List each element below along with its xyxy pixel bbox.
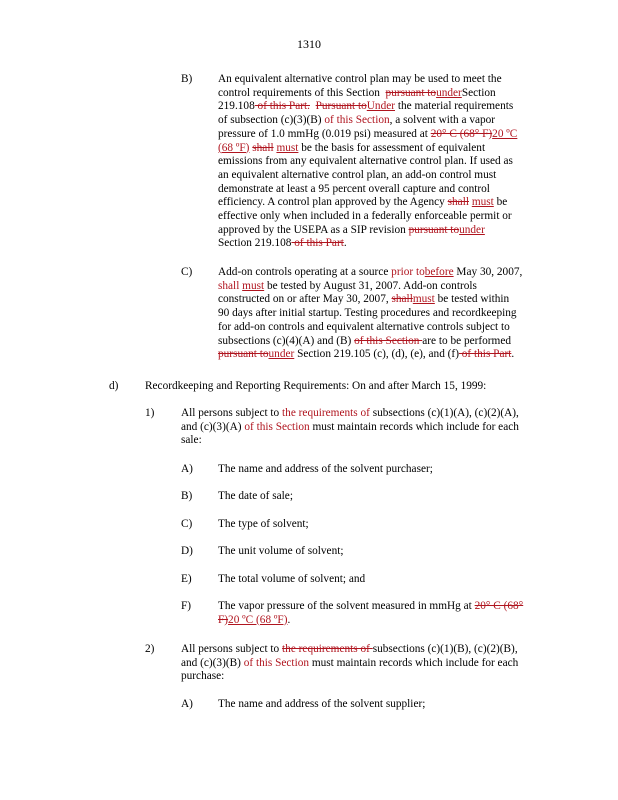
line: pressure of 1.0 mmHg (0.019 psi) measured at 20° C (68° F)20 ºC: [218, 127, 518, 140]
line: Add-on controls operating at a source prior tobefore May 30, 2007,: [218, 266, 523, 278]
item-c-label: C): [181, 266, 193, 278]
subitem-label: A): [181, 698, 193, 710]
insertion: Under: [366, 100, 395, 113]
line: sale:: [181, 434, 202, 447]
subitem-label: D): [181, 545, 193, 557]
item-1-label: 1): [145, 407, 155, 419]
deletion: 20° C (68°: [474, 600, 524, 612]
insertion: under: [436, 86, 462, 99]
line: of subsection (c)(3)(B) of this Section, a solvent with a vapor: [218, 114, 496, 127]
insertion: of this Section: [244, 420, 310, 433]
deletion: Pursuant to: [315, 100, 367, 113]
subitem-label: F): [181, 600, 192, 612]
deletion: shall: [218, 279, 240, 292]
subitem-label: E): [181, 573, 192, 585]
subitem-f-text: [218, 600, 563, 627]
deletion: the requirements of: [282, 643, 373, 655]
subitem-text: The name and address of the solvent purchaser;: [218, 463, 433, 475]
line: purchase:: [181, 670, 225, 683]
deletion: of this Part.: [254, 100, 310, 113]
line: and (c)(3)(B) of this Section must maintain records which include for each: [181, 656, 519, 669]
deletion: of this Part: [458, 348, 512, 361]
line: emissions from any equivalent alternative control plan. If used as: [218, 155, 513, 168]
line: subsections (c)(4)(A) and (B) of this Section are to be performed: [218, 334, 512, 347]
insertion: must: [242, 279, 265, 292]
line: All persons subject to the requirements of subsections (c)(1)(A), (c)(2)(A),: [181, 407, 519, 419]
line: shall must be tested by August 31, 2007. Add-on controls: [218, 279, 477, 292]
line: An equivalent alternative control plan may be used to meet the: [218, 73, 502, 85]
line: approved by the USEPA as a SIP revision pursuant tounder: [218, 223, 485, 236]
line: 90 days after initial startup. Testing procedures and recordkeeping: [218, 307, 517, 320]
subitem-label: A): [181, 463, 193, 475]
subitem-text: The total volume of solvent; and: [218, 573, 366, 585]
item-b-label: B): [181, 73, 193, 85]
subitem-label: C): [181, 518, 193, 530]
subitem-label: B): [181, 490, 193, 502]
line: Section 219.108 of this Part.: [218, 237, 347, 250]
line: demonstrate at least a 95 percent overall capture and control: [218, 182, 490, 195]
insertion: 20 ºC (68 ºF): [228, 613, 288, 626]
insertion: of this Section: [324, 114, 390, 127]
line: pursuant tounder Section 219.105 (c), (d), (e), and (f) of this Part.: [218, 348, 515, 361]
insertion: the requirements of: [282, 407, 370, 419]
line: an equivalent alternative control plan, an add-on control must: [218, 168, 497, 181]
insertion: must: [276, 141, 299, 154]
deletion: shall: [391, 293, 413, 306]
line: efficiency. A control plan approved by the Agency shall must be: [218, 196, 508, 209]
subitem-text: The unit volume of solvent;: [218, 545, 344, 557]
line: constructed on or after May 30, 2007, shallmust be tested within: [218, 293, 510, 306]
line: for add-on controls and equivalent alternative controls subject to: [218, 320, 510, 333]
subitem-text: The type of solvent;: [218, 518, 309, 530]
insertion: before: [424, 266, 454, 278]
item-1-paragraph: [181, 407, 561, 448]
page-number: 1310: [297, 37, 321, 51]
deletion: F): [218, 613, 229, 626]
deletion: of this Section: [354, 334, 423, 347]
line: control requirements of this Section pursuant tounderSection: [218, 86, 496, 99]
insertion: under: [268, 348, 295, 361]
deletion: pursuant to: [408, 223, 460, 236]
line: (68 ºF) shall must be the basis for assessment of equivalent: [218, 141, 486, 154]
deletion: pursuant to: [385, 86, 437, 99]
line: All persons subject to the requirements of subsections (c)(1)(B), (c)(2)(B),: [181, 643, 518, 655]
insertion: under: [459, 223, 485, 236]
subitem-text: The date of sale;: [218, 490, 293, 502]
insertion: must: [471, 196, 494, 209]
section-d-label: d): [109, 380, 119, 392]
deletion: 20° C (68° F): [430, 127, 493, 140]
insertion: (68 ºF): [218, 141, 250, 154]
deletion: pursuant to: [218, 348, 269, 361]
deletion: shall: [447, 196, 469, 209]
item-2-label: 2): [145, 643, 155, 655]
insertion: must: [412, 293, 435, 306]
deletion: of this Part: [291, 237, 344, 250]
insertion: of this Section: [243, 656, 310, 669]
item-c-paragraph: [218, 266, 558, 362]
item-2-paragraph: [181, 643, 561, 684]
section-d-heading: Recordkeeping and Reporting Requirements: On and after March 15, 1999:: [145, 380, 487, 392]
subitem-text: The name and address of the solvent supplier;: [218, 698, 426, 710]
insertion: 20 ºC: [492, 127, 518, 140]
line: effective only when included in a federally enforceable permit or: [218, 210, 512, 223]
line: The vapor pressure of the solvent measured in mmHg at 20° C (68°: [218, 600, 524, 612]
insertion: prior to: [391, 266, 425, 278]
line: 219.108 of this Part. Pursuant toUnder the material requirements: [218, 100, 514, 113]
line: F)20 ºC (68 ºF).: [218, 613, 291, 626]
item-b-paragraph: [218, 73, 558, 251]
line: and (c)(3)(A) of this Section must maintain records which include for each: [181, 420, 519, 433]
deletion: shall: [252, 141, 274, 154]
